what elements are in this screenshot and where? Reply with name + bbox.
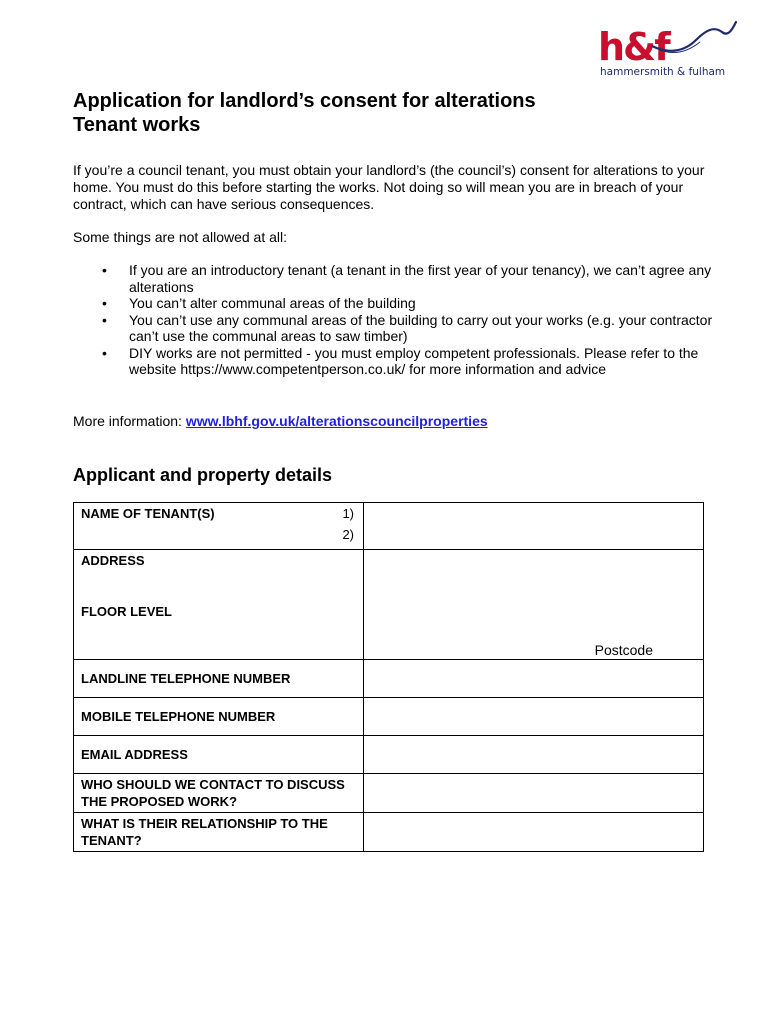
logo-swoosh-icon (650, 18, 740, 58)
list-item: • You can’t alter communal areas of the building (73, 295, 713, 312)
table-row (74, 736, 704, 774)
more-information (73, 413, 488, 430)
applicant-details-table (73, 502, 704, 852)
more-info-label: More information: (73, 413, 186, 429)
floor-level-label: FLOOR LEVEL (81, 604, 172, 619)
postcode-label: Postcode (594, 642, 653, 658)
logo-subtitle: hammersmith & fulham (600, 66, 726, 78)
contact-person-field[interactable] (364, 774, 704, 813)
table-row (74, 698, 704, 736)
list-item: • DIY works are not permitted - you must employ competent professionals. Please refer to the website https://www.competentperson.co.uk/ for more information and advice (73, 345, 713, 378)
address-label: ADDRESS (81, 553, 145, 568)
contact-person-label: WHO SHOULD WE CONTACT TO DISCUSS THE PROPOSED WORK? (74, 774, 364, 813)
tenant-number-1: 1) (342, 506, 354, 521)
hf-logo (598, 18, 738, 80)
email-label: EMAIL ADDRESS (74, 736, 364, 774)
not-allowed-list (73, 262, 713, 378)
landline-label: LANDLINE TELEPHONE NUMBER (74, 660, 364, 698)
title-line-2: Tenant works (73, 114, 201, 136)
tenant-name-label: NAME OF TENANT(S) (81, 506, 215, 521)
table-row (74, 774, 704, 813)
intro-paragraph: If you’re a council tenant, you must obtain your landlord’s (the council’s) consent for alterations to your home. You must do this before starting the works. Not doing so will mean you are in breach of your contract, which can have serious consequences. (73, 162, 705, 212)
table-row (74, 660, 704, 698)
table-row (74, 813, 704, 852)
logo-brand-text: h&f (598, 25, 669, 69)
alterations-link[interactable]: www.lbhf.gov.uk/alterationscouncilproperties (185, 413, 488, 429)
address-label-cell (74, 550, 364, 660)
relationship-field[interactable] (364, 813, 704, 852)
list-item: • If you are an introductory tenant (a tenant in the first year of your tenancy), we can’t agree any alterations (73, 262, 713, 295)
address-field[interactable] (364, 550, 704, 660)
page-title (73, 89, 536, 137)
tenant-name-field[interactable] (364, 503, 704, 550)
section-heading: Applicant and property details (73, 465, 333, 485)
title-line-1: Application for landlord’s consent for alterations (73, 90, 536, 112)
table-row (74, 503, 704, 550)
tenant-number-2: 2) (342, 527, 354, 542)
tenant-numbers (342, 505, 356, 547)
not-allowed-heading: Some things are not allowed at all: (73, 229, 288, 245)
landline-field[interactable] (364, 660, 704, 698)
mobile-field[interactable] (364, 698, 704, 736)
mobile-label: MOBILE TELEPHONE NUMBER (74, 698, 364, 736)
table-row (74, 550, 704, 660)
relationship-label: WHAT IS THEIR RELATIONSHIP TO THE TENANT? (74, 813, 364, 852)
email-field[interactable] (364, 736, 704, 774)
tenant-name-label-cell (74, 503, 364, 550)
list-item: • You can’t use any communal areas of the building to carry out your works (e.g. your contractor can’t use the communal areas to saw timber) (73, 312, 713, 345)
